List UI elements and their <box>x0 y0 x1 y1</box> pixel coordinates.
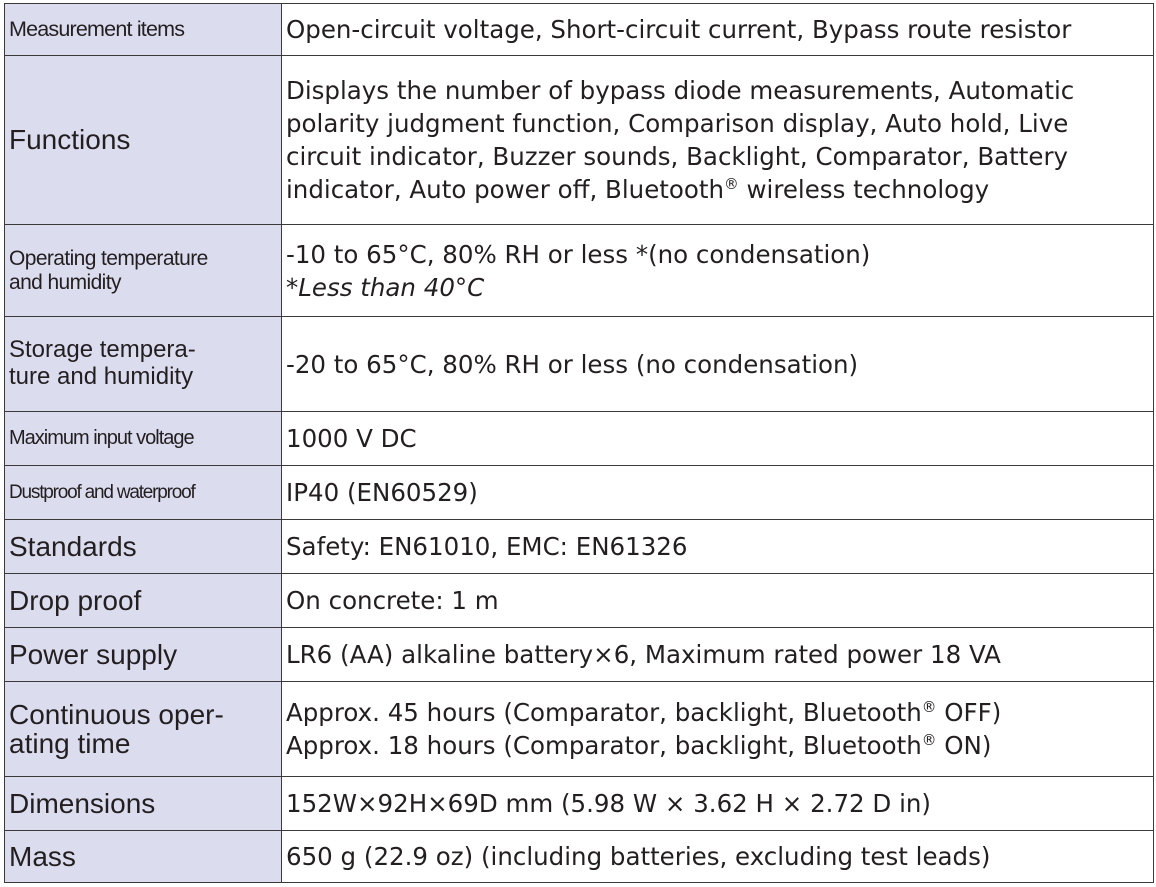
spec-value-line: Approx. 45 hours (Comparator, backlight, Bluetooth® OFF) <box>286 698 1002 728</box>
spec-value: 152W×92H×69D mm (5.98 W × 3.62 H × 2.72 D in) <box>282 776 1154 830</box>
spec-label: Functions <box>5 55 282 224</box>
spec-label: Mass <box>5 831 282 883</box>
spec-value: 1000 V DC <box>282 411 1154 465</box>
spec-row-functions <box>5 55 1154 224</box>
spec-value: IP40 (EN60529) <box>282 466 1154 520</box>
spec-value <box>282 682 1154 777</box>
spec-row-measurement-items <box>5 4 1154 56</box>
spec-value-line: -10 to 65°C, 80% RH or less *(no condensation) <box>286 239 871 269</box>
spec-label-line: ture and humidity <box>9 363 194 391</box>
spec-row-standards <box>5 520 1154 574</box>
spec-label-line: Storage tempera- <box>9 336 196 364</box>
spec-label-line: and humidity <box>9 270 121 294</box>
spec-row-continuous-operating-time <box>5 682 1154 777</box>
spec-value: Displays the number of bypass diode measurements, Automatic polarity judgment function, Comparison display, Auto hold, Live circuit indicator, Buzzer sounds, Backlight, Comparator, Battery indicator, Auto power off, Bluetooth® wireless technology <box>282 55 1154 224</box>
spec-label-line: Operating temperature <box>9 247 208 271</box>
spec-label: Power supply <box>5 628 282 682</box>
spec-label <box>5 317 282 412</box>
spec-value-line: Approx. 18 hours (Comparator, backlight, Bluetooth® ON) <box>286 731 992 761</box>
spec-row-max-input-voltage <box>5 411 1154 465</box>
spec-footnote: *Less than 40°C <box>286 272 485 302</box>
spec-row-operating-conditions <box>5 224 1154 316</box>
spec-label: Dimensions <box>5 776 282 830</box>
spec-row-storage-conditions <box>5 317 1154 412</box>
spec-label: Standards <box>5 520 282 574</box>
spec-value: 650 g (22.9 oz) (including batteries, excluding test leads) <box>282 831 1154 883</box>
spec-row-power-supply <box>5 628 1154 682</box>
spec-label <box>5 224 282 316</box>
spec-label <box>5 682 282 777</box>
spec-value: -20 to 65°C, 80% RH or less (no condensation) <box>282 317 1154 412</box>
spec-value: On concrete: 1 m <box>282 574 1154 628</box>
spec-value: Safety: EN61010, EMC: EN61326 <box>282 520 1154 574</box>
spec-row-drop-proof <box>5 574 1154 628</box>
spec-value: LR6 (AA) alkaline battery×6, Maximum rated power 18 VA <box>282 628 1154 682</box>
spec-label: Maximum input voltage <box>5 411 282 465</box>
spec-row-dimensions <box>5 776 1154 830</box>
spec-value: Open-circuit voltage, Short-circuit current, Bypass route resistor <box>282 4 1154 56</box>
spec-label: Measurement items <box>5 4 282 56</box>
spec-label: Dustproof and waterproof <box>5 466 282 520</box>
spec-row-mass <box>5 831 1154 883</box>
spec-label: Drop proof <box>5 574 282 628</box>
specifications-table <box>4 3 1154 883</box>
spec-row-dustproof-waterproof <box>5 466 1154 520</box>
spec-label-line: Continuous oper- <box>9 698 224 730</box>
spec-value <box>282 224 1154 316</box>
spec-label-line: ating time <box>9 728 131 760</box>
